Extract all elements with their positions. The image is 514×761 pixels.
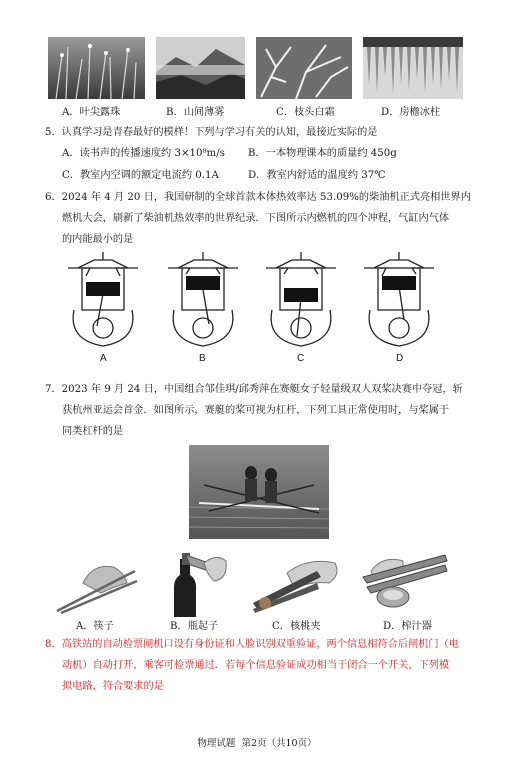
q5-option-b[interactable]: B．一本物理课本的质量约 450g bbox=[248, 148, 397, 159]
q7-line-3: 同类杠杆的是 bbox=[62, 426, 124, 437]
q4-option-c[interactable]: C．枝头白霜 bbox=[276, 107, 335, 118]
q6-line-1: 6．2024 年 4 月 20 日，我国研制的全球首款本体热效率达 53.09%的柴油机正式亮相世界内 bbox=[45, 192, 471, 203]
dew-photo bbox=[48, 37, 145, 99]
engine-label-a: A bbox=[100, 353, 107, 364]
juicer-image[interactable] bbox=[353, 551, 451, 615]
q4-option-d[interactable]: D．房檐冰柱 bbox=[381, 107, 441, 118]
engine-stroke-d-diagram[interactable] bbox=[360, 250, 438, 350]
q5-option-c[interactable]: C．教室内空调的额定电流约 0.1A bbox=[62, 170, 219, 181]
frost-photo bbox=[256, 37, 352, 99]
q7-line-2: 获杭州亚运会首金．如图所示，赛艇的桨可视为杠杆，下列工具正常使用时，与桨属于 bbox=[62, 405, 450, 416]
q5-option-d[interactable]: D．教室内舒适的温度约 37℃ bbox=[248, 170, 386, 181]
rowing-photo bbox=[189, 445, 329, 539]
page-footer: 物理试题 第2页（共10页） bbox=[197, 738, 317, 749]
q8-line-3: 拟电路，符合要求的是 bbox=[62, 681, 164, 692]
engine-stroke-b-diagram[interactable] bbox=[164, 250, 242, 350]
engine-label-b: B bbox=[199, 353, 206, 364]
icicle-photo bbox=[363, 37, 463, 99]
engine-label-c: C bbox=[297, 353, 305, 364]
engine-stroke-c-diagram[interactable] bbox=[262, 250, 340, 350]
bottle-opener-image[interactable] bbox=[160, 551, 230, 617]
q7-option-d[interactable]: D．榨汁器 bbox=[383, 621, 432, 632]
chopsticks-image[interactable] bbox=[53, 553, 139, 615]
q5-stem: 5．认真学习是青春最好的模样！下列与学习有关的认知，最接近实际的是 bbox=[45, 127, 378, 138]
q4-option-b[interactable]: B．山间薄雾 bbox=[166, 107, 225, 118]
q4-option-a[interactable]: A．叶尖露珠 bbox=[62, 107, 121, 118]
mist-photo bbox=[156, 37, 245, 99]
q7-line-1: 7．2023 年 9 月 24 日，中国组合邹佳琪/邱秀萍在赛艇女子轻量级双人双桨决赛中夺冠，斩 bbox=[45, 384, 463, 395]
q8-line-1: 8．高铁站的自动检票闸机口设有身份证和人脸识别双重验证，两个信息相符合后闸机门（电 bbox=[45, 639, 459, 650]
q6-line-2: 燃机大会，刷新了柴油机热效率的世界纪录．下图所示内燃机的四个冲程，气缸内气体 bbox=[62, 213, 450, 224]
q5-option-a[interactable]: A．读书声的传播速度约 3×10⁸m/s bbox=[62, 148, 225, 159]
q6-line-3: 的内能最小的是 bbox=[62, 234, 134, 245]
engine-stroke-a-diagram[interactable] bbox=[64, 250, 142, 350]
q7-option-b[interactable]: B．瓶起子 bbox=[170, 621, 219, 632]
nutcracker-image[interactable] bbox=[247, 553, 342, 613]
q7-option-a[interactable]: A．筷子 bbox=[76, 621, 114, 632]
q7-option-c[interactable]: C．核桃夹 bbox=[272, 621, 321, 632]
q8-line-2: 动机）自动打开，乘客可检票通过．若每个信息验证成功相当于闭合一个开关，下列模 bbox=[62, 660, 450, 671]
engine-label-d: D bbox=[396, 353, 404, 364]
